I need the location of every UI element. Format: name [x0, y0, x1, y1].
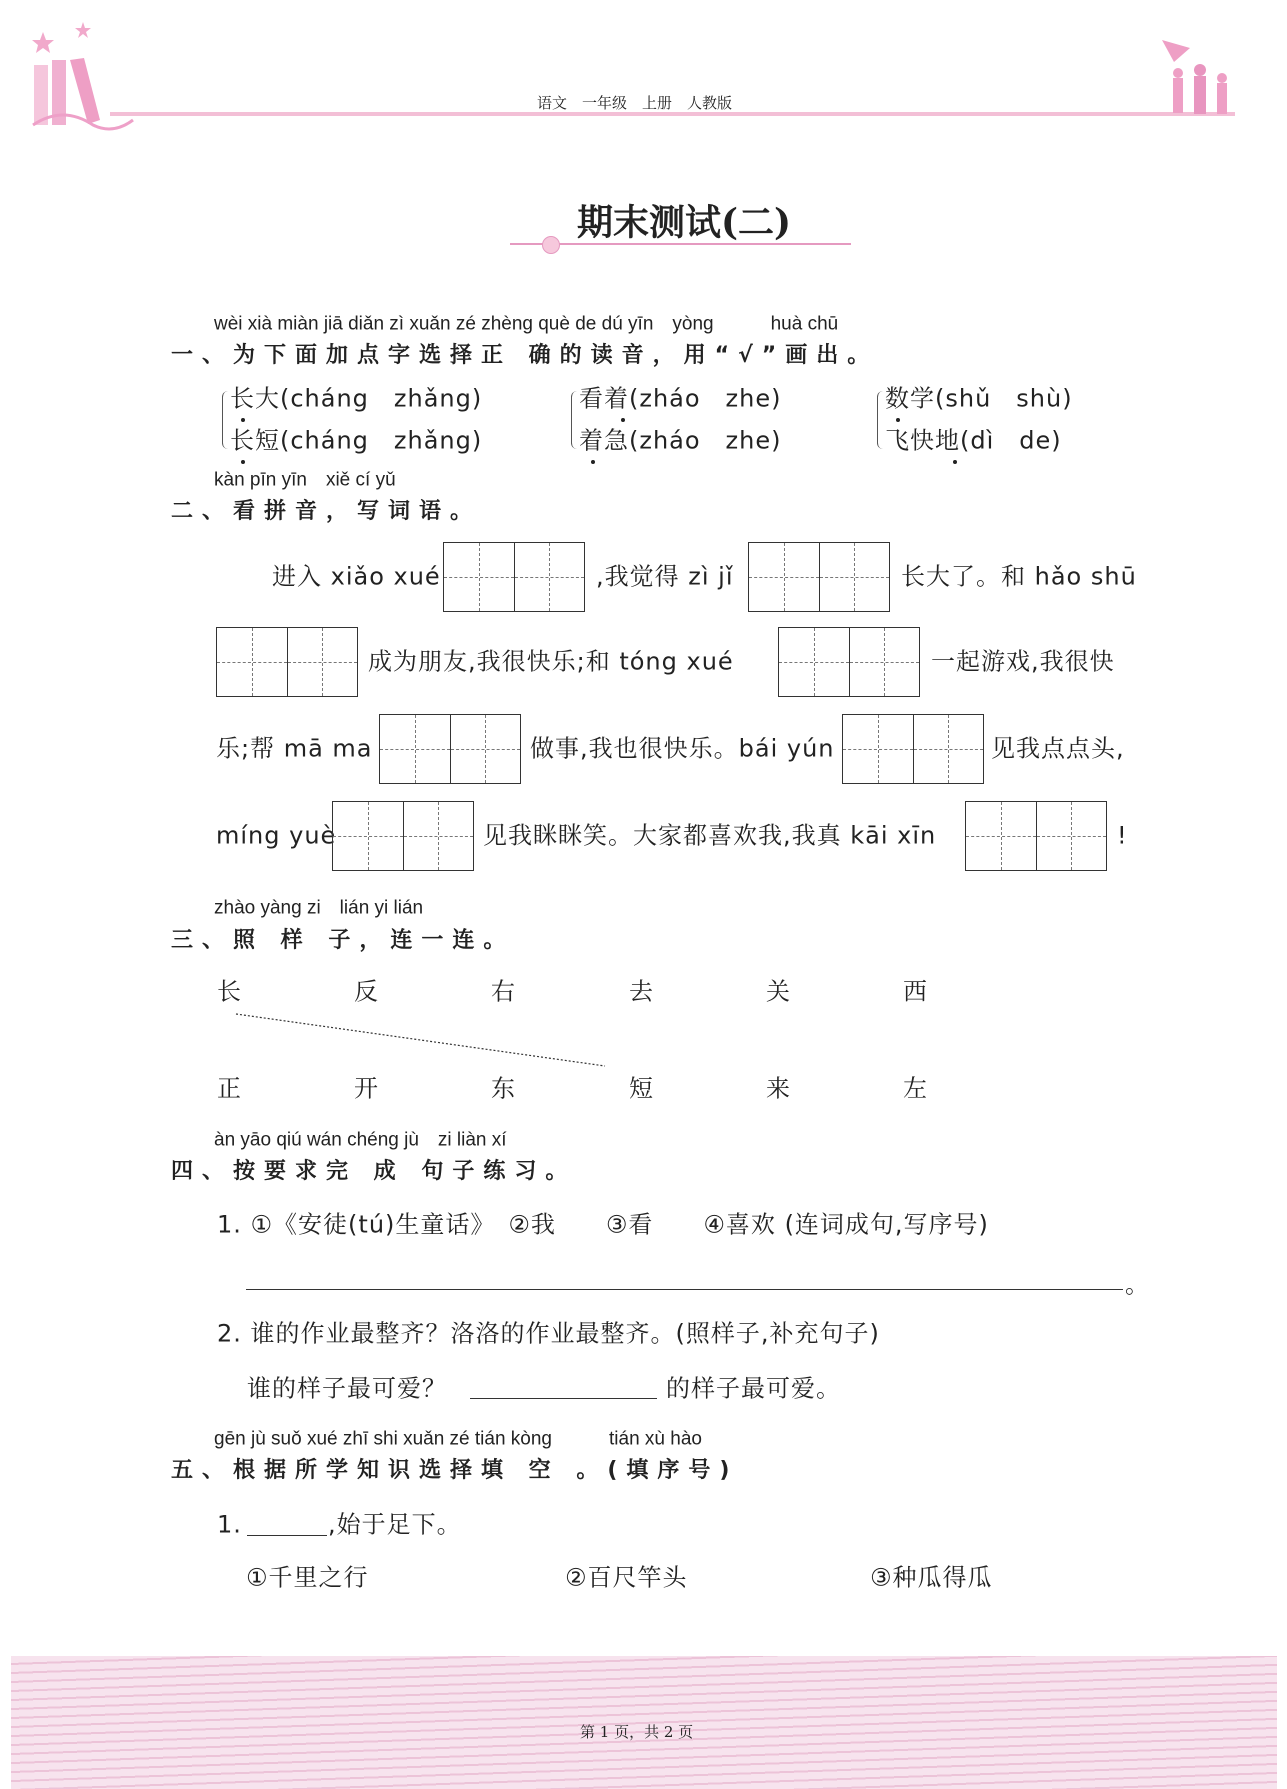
s1-item: 飞快地(dì de) — [885, 426, 1062, 455]
s1-item: 着急(zháo zhe) — [579, 426, 782, 455]
emphasis-dot — [953, 460, 957, 464]
children-kite-decoration-icon — [1160, 38, 1240, 118]
s4-q2-prompt: 谁的样子最可爱？ — [247, 1374, 447, 1403]
s4-heading: 四、按要求完 成 句子练习。 — [171, 1158, 577, 1184]
s2-pinyin: kàn pīn yīn xiě cí yǔ — [214, 469, 396, 491]
title-bullet — [542, 236, 560, 254]
writing-box[interactable] — [332, 801, 474, 871]
s1-item: 看着(zháo zhe) — [579, 384, 782, 413]
s2-text: ! — [1117, 821, 1128, 850]
brace — [571, 391, 578, 449]
s5-heading: 五、根据所学知识选择填 空 。(填序号) — [171, 1457, 739, 1483]
answer-blank[interactable] — [247, 1535, 327, 1536]
title-underline — [510, 243, 851, 245]
s2-text: 一起游戏,我很快 — [931, 647, 1115, 676]
match-bottom[interactable]: 左 — [903, 1074, 928, 1103]
s2-text: 乐;帮 mā ma — [216, 734, 373, 763]
option: ②百尺竿头 — [565, 1563, 688, 1592]
match-top[interactable]: 反 — [354, 977, 379, 1006]
s5-q1-text: ,始于足下。 — [328, 1510, 462, 1539]
option: ③种瓜得瓜 — [870, 1563, 993, 1592]
s3-pinyin: zhào yàng zi lián yi lián — [214, 897, 424, 919]
emphasis-dot — [591, 460, 595, 464]
s5-q1-num: 1. — [217, 1510, 242, 1539]
s2-heading: 二、看拼音，写词语。 — [171, 498, 482, 524]
s4-pinyin: àn yāo qiú wán chéng jù zi liàn xí — [214, 1129, 507, 1151]
s4-q1: 1. ①《安徒(tú)生童话》 ②我 ③看 ④喜欢 (连词成句,写序号) — [217, 1210, 989, 1239]
match-top[interactable]: 右 — [491, 977, 516, 1006]
s1-item: 数学(shǔ shù) — [885, 384, 1073, 413]
match-top[interactable]: 关 — [766, 977, 791, 1006]
writing-box[interactable] — [379, 714, 521, 784]
books-decoration-icon — [28, 20, 158, 135]
match-bottom[interactable]: 来 — [766, 1074, 791, 1103]
header-subtitle: 语文 一年级 上册 人教版 — [537, 94, 733, 112]
s5-pinyin: gēn jù suǒ xué zhī shi xuǎn zé tián kòng tián xù hào — [214, 1428, 702, 1450]
s2-text: 见我眯眯笑。大家都喜欢我,我真 kāi xīn — [483, 821, 937, 850]
match-top[interactable]: 西 — [903, 977, 928, 1006]
s2-text: ,我觉得 zì jǐ — [596, 562, 734, 591]
match-bottom[interactable]: 开 — [354, 1074, 379, 1103]
emphasis-dot — [896, 418, 900, 422]
answer-end: 。 — [1125, 1270, 1150, 1299]
emphasis-dot — [621, 418, 625, 422]
writing-box[interactable] — [748, 542, 890, 612]
writing-box[interactable] — [778, 627, 920, 697]
writing-box[interactable] — [216, 627, 358, 697]
emphasis-dot — [241, 418, 245, 422]
match-top[interactable]: 长 — [217, 977, 242, 1006]
page-title: 期末测试(二) — [577, 201, 792, 244]
s2-text: 见我点点头, — [991, 734, 1125, 763]
header-rule — [110, 112, 1235, 116]
match-top[interactable]: 去 — [629, 977, 654, 1006]
writing-box[interactable] — [842, 714, 984, 784]
s2-text: 长大了。和 hǎo shū — [901, 562, 1137, 591]
writing-box[interactable] — [965, 801, 1107, 871]
s2-text: míng yuè — [216, 821, 337, 850]
s1-item: 长短(cháng zhǎng) — [230, 426, 483, 455]
s1-pinyin: wèi xià miàn jiā diǎn zì xuǎn zé zhèng què de dú yīn yòng huà chū — [214, 313, 839, 335]
writing-box[interactable] — [443, 542, 585, 612]
s4-q2-tail: 的样子最可爱。 — [666, 1374, 841, 1403]
page-number: 第 1 页，共 2 页 — [580, 1723, 694, 1741]
s2-text: 成为朋友,我很快乐;和 tóng xué — [368, 647, 734, 676]
s2-text: 做事,我也很快乐。bái yún — [530, 734, 835, 763]
option: ①千里之行 — [246, 1563, 369, 1592]
s1-heading: 一、为下面加点字选择正 确的读音，用“√”画出。 — [171, 342, 879, 368]
match-bottom[interactable]: 东 — [491, 1074, 516, 1103]
s3-heading: 三、照 样 子，连一连。 — [171, 927, 515, 953]
brace — [222, 391, 229, 449]
answer-line[interactable] — [246, 1289, 1123, 1290]
emphasis-dot — [241, 460, 245, 464]
s4-q2: 2. 谁的作业最整齐？洛洛的作业最整齐。(照样子,补充句子) — [217, 1319, 880, 1348]
brace — [877, 391, 884, 449]
match-bottom[interactable]: 短 — [629, 1074, 654, 1103]
match-bottom[interactable]: 正 — [217, 1074, 242, 1103]
s1-item: 长大(cháng zhǎng) — [230, 384, 483, 413]
answer-blank[interactable] — [470, 1398, 657, 1399]
s2-text: 进入 xiǎo xué — [272, 562, 441, 591]
